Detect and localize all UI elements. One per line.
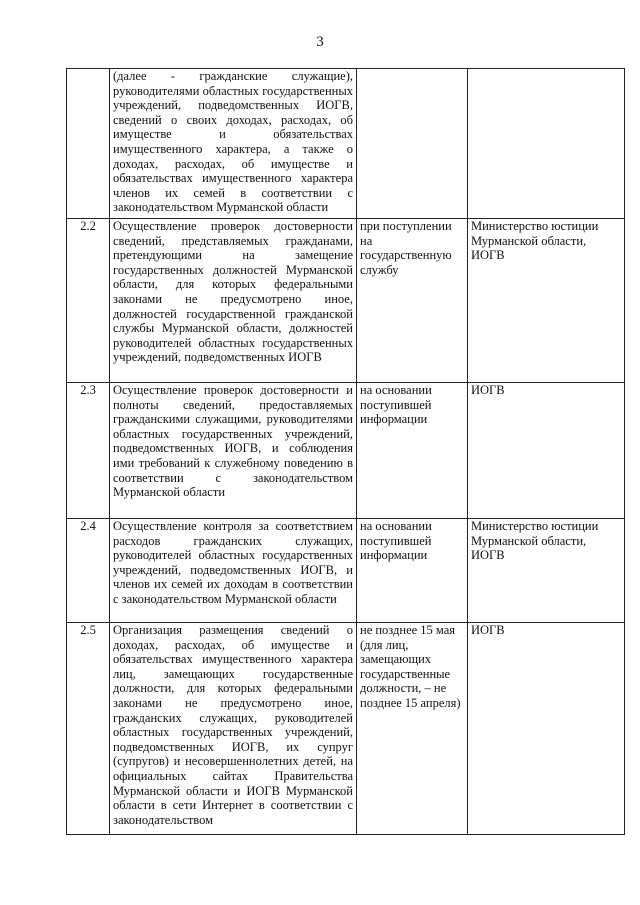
table-row [67, 69, 625, 219]
row-number: 2.2 [67, 219, 110, 383]
table-row [67, 623, 625, 835]
table-row [67, 383, 625, 519]
measure-responsible: ИОГВ [468, 383, 625, 519]
measure-term [357, 69, 468, 219]
measure-term: на основании поступившей информации [357, 383, 468, 519]
measure-text: Осуществление проверок достоверности и полноты сведений, предоставляемых гражданскими служащими, руководителями областных государственных учреждений, подведомственных ИОГВ, и соблюдения ими требований к служебному поведению в соответствии с законодательством Мурманской области [110, 383, 357, 519]
measure-term: не позднее 15 мая (для лиц, замещающих государственные должности, – не позднее 15 апреля) [357, 623, 468, 835]
row-number [67, 69, 110, 219]
row-number: 2.5 [67, 623, 110, 835]
measure-term: при поступлении на государственную службу [357, 219, 468, 383]
measure-responsible: Министерство юстиции Мурманской области, ИОГВ [468, 519, 625, 623]
measure-text: Осуществление проверок достоверности сведений, представляемых гражданами, претендующими на замещение государственных должностей Мурманской области, для которых федеральными законами не предусмотрено иное, должностей государственной гражданской службы Мурманской области, должностей руководителей областных государственных учреждений, подведомственных ИОГВ [110, 219, 357, 383]
row-number: 2.3 [67, 383, 110, 519]
measure-responsible [468, 69, 625, 219]
table-row [67, 519, 625, 623]
measure-term: на основании поступившей информации [357, 519, 468, 623]
measure-text: Осуществление контроля за соответствием расходов гражданских служащих, руководителей областных государственных учреждений, подведомственных ИОГВ, и членов их семей их доходам в соответствии с законодательством Мурманской области [110, 519, 357, 623]
measures-table [66, 68, 625, 835]
measure-responsible: ИОГВ [468, 623, 625, 835]
measure-text: (далее - гражданские служащие), руководителями областных государственных учреждений, подведомственных ИОГВ, сведений о своих доходах, расходах, об имуществе и обязательствах имущественного характера, а также о доходах, расходах, об имуществе и обязательствах имущественного характера членов их семей в соответствии с законодательством Мурманской области [110, 69, 357, 219]
table-row [67, 219, 625, 383]
page-number: 3 [316, 34, 324, 50]
measure-responsible: Министерство юстиции Мурманской области, ИОГВ [468, 219, 625, 383]
row-number: 2.4 [67, 519, 110, 623]
measure-text: Организация размещения сведений о доходах, расходах, об имуществе и обязательствах имущественного характера лиц, замещающих государственные должности, для которых федеральными законами не предусмотрено иное, гражданских служащих, руководителей областных государственных учреждений, подведомственных ИОГВ, их супруг (супругов) и несовершеннолетних детей, на официальных сайтах Правительства Мурманской области и ИОГВ Мурманской области в сети Интернет в соответствии с законодательством [110, 623, 357, 835]
